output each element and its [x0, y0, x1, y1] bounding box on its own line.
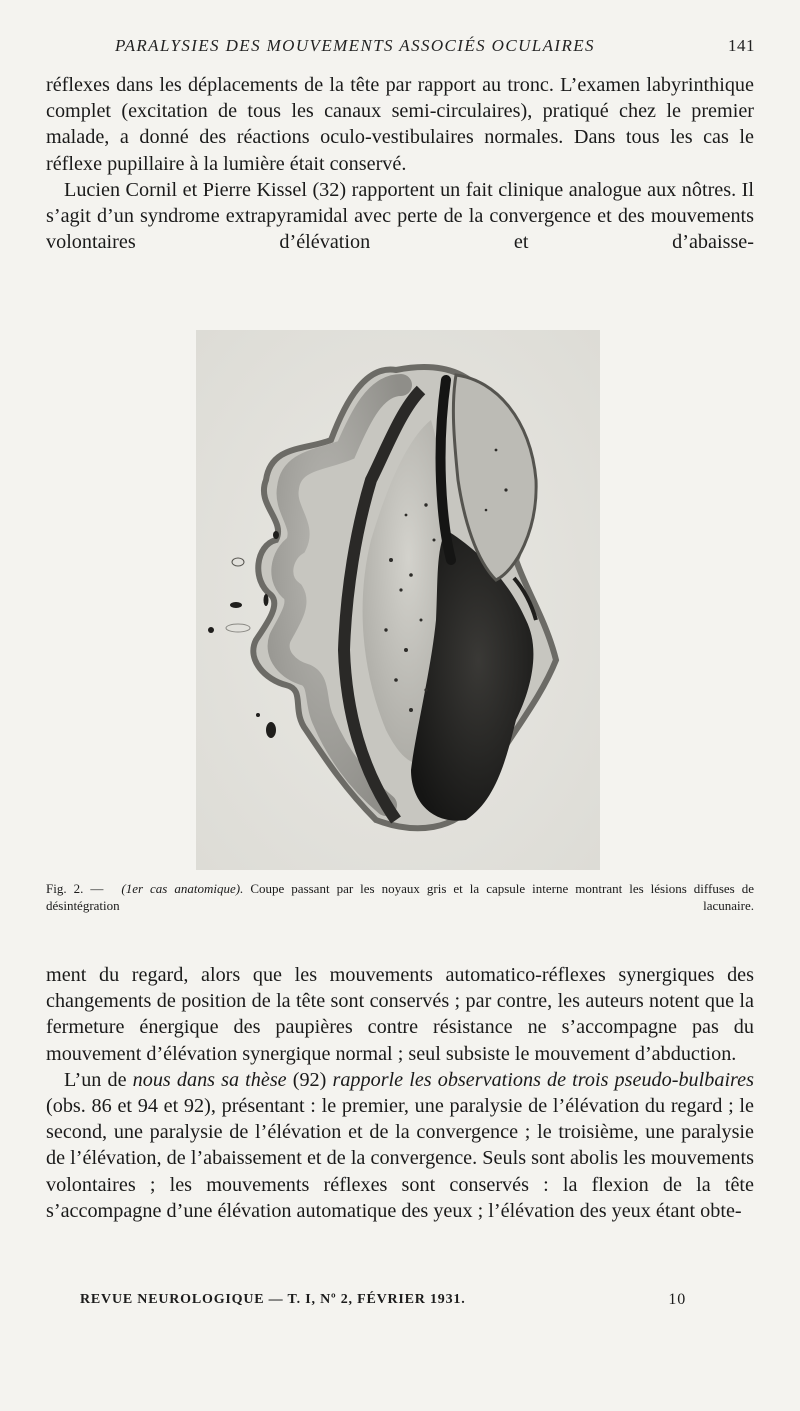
text-block-bottom: [46, 962, 754, 1224]
page-footer: [80, 1292, 686, 1308]
p4-mid: (92): [286, 1068, 333, 1091]
text-block-top: [46, 72, 754, 255]
running-head: [115, 36, 755, 56]
caption-italic: (1er cas anatomique).: [121, 881, 244, 896]
paragraph-4: [46, 1067, 754, 1224]
p4-italic-2: rapporle les observations de trois pseudo-bulbaires: [332, 1068, 754, 1091]
p4-italic-1: nous dans sa thèse: [132, 1068, 287, 1091]
paragraph-2: Lucien Cornil et Pierre Kissel (32) rapportent un fait clinique analogue aux nôtres. Il s’agit d’un syndrome extrapyramidal avec perte de la convergence et des mouvements volontaires d’élévation et d’abaisse-: [46, 178, 754, 254]
p4-end: (obs. 86 et 94 et 92), présentant : le premier, une paralysie de l’élévation du regard ; le second, une paralysie de l’élévation et de la convergence ; le troisième, une paralysie de l’élévation, de l’abaissement et de la convergence. Seuls sont abolis les mouvements volontaires ; les mouvements réflexes sont conservés : la flexion de la tête s’accompagne d’une élévation automatique des yeux ; l’élévation des yeux étant obte-: [46, 1095, 754, 1222]
paragraph-3: ment du regard, alors que les mouvements automatico-réflexes synergiques des changements de position de la tête sont conservés ; par contre, les auteurs notent que la fermeture énergique des paupières contre résistance ne s’accompagne pas du mouvement d’élévation synergique normal ; seul subsiste le mouvement d’abduction.: [46, 964, 754, 1065]
figure-label: Fig. 2. —: [46, 881, 104, 896]
figure-caption: [46, 880, 754, 914]
figure-brain-section: [196, 330, 600, 870]
sheet-number: 10: [668, 1291, 686, 1308]
p4-start: L’un de: [64, 1068, 133, 1091]
brain-section-image: [196, 330, 600, 870]
running-title: PARALYSIES DES MOUVEMENTS ASSOCIÉS OCULAIRES: [115, 36, 595, 55]
caption-text: Coupe passant par les noyaux gris et la capsule interne montrant les lésions diffuses de désintégration lacunaire.: [46, 881, 754, 913]
paragraph-1: réflexes dans les déplacements de la tête par rapport au tronc. L’examen labyrinthique complet (excitation de tous les canaux semi-circulaires), pratiqué chez le premier malade, a donné des réactions oculo-vestibulaires normales. Dans tous les cas le réflexe pupillaire à la lumière était conservé.: [46, 74, 754, 175]
page-number: 141: [728, 36, 755, 55]
journal-reference: REVUE NEUROLOGIQUE — T. I, Nº 2, FÉVRIER 1931.: [80, 1292, 466, 1307]
